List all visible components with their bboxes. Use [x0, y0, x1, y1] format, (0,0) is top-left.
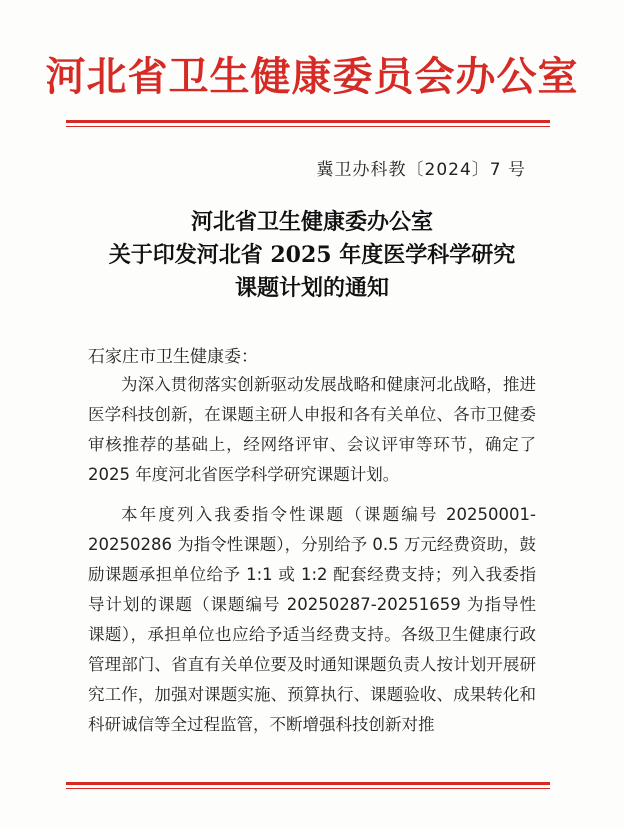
header-red-rule: [66, 120, 550, 123]
document-number: 冀卫办科教〔2024〕7 号: [316, 160, 526, 180]
title-line-2: 关于印发河北省 2025 年度医学科学研究: [108, 242, 516, 268]
title-line-1: 河北省卫生健康委办公室: [190, 209, 433, 235]
salutation: 石家庄市卫生健康委：: [88, 347, 258, 367]
title-line-3: 课题计划的通知: [234, 275, 389, 301]
footer-red-rule: [66, 782, 550, 785]
body-paragraph-2: 本年度列入我委指令性课题（课题编号 20250001-20250286 为指令性课题），分别给予 0.5 万元经费资助，鼓励课题承担单位给予 1:1 或 1:2 配套经费支持；列入我委指导计划的课题（课题编号 20250287-20251659 为指导性课题），承担单位也应给予适当经费支持。各级卫生健康行政管理部门、省直有关单位要及时通知课题负责人按计划开展研究工作，加强对课题实施、预算执行、课题验收、成果转化和科研诚信等全过程监管，不断增强科技创新对推: [88, 505, 536, 734]
header-red-rule-thin: [66, 126, 550, 127]
document-title: [0, 206, 624, 305]
footer-red-rule-thin: [66, 788, 550, 789]
organization-header: 河北省卫生健康委员会办公室: [45, 53, 579, 100]
body-paragraph-1: 为深入贯彻落实创新驱动发展战略和健康河北战略，推进医学科技创新，在课题主研人申报和各有关单位、各市卫健委审核推荐的基础上，经网络评审、会议评审等环节，确定了 2025 年度河北省医学科学研究课题计划。: [88, 375, 536, 484]
